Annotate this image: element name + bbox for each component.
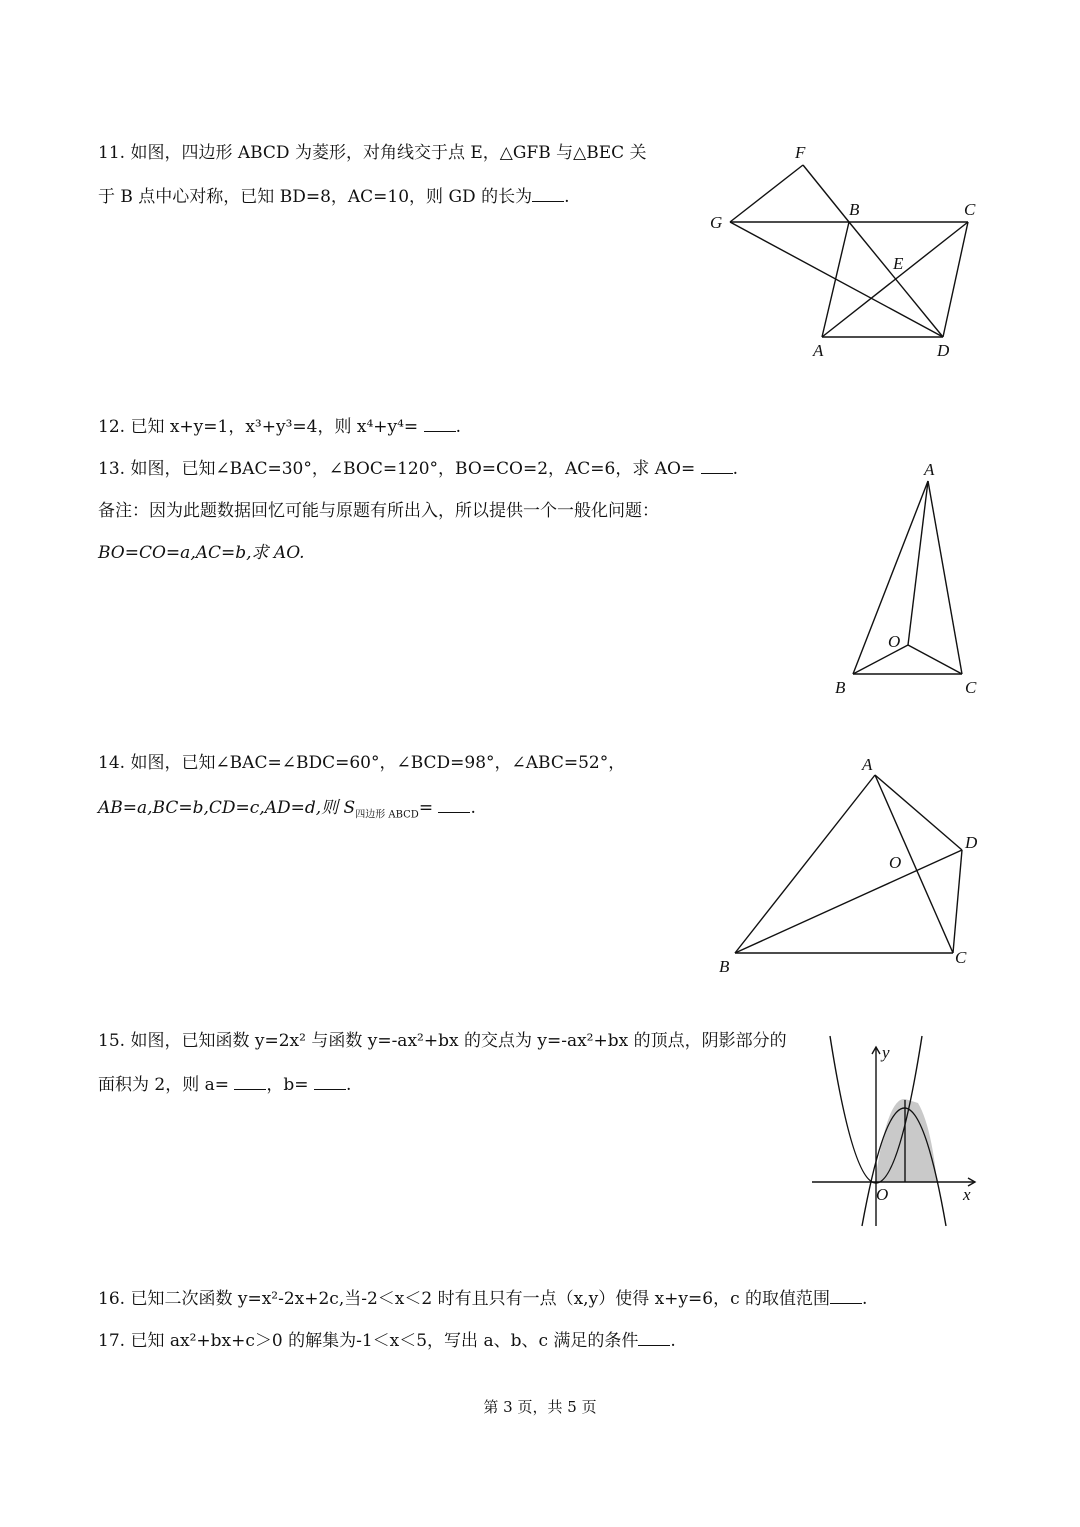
- q14-edge: [735, 850, 962, 953]
- q13-line1: 13. 如图，已知∠BAC=30°，∠BOC=120°，BO=CO=2，AC=6，求 AO= .: [98, 459, 739, 479]
- q13-line2: 备注：因为此题数据回忆可能与原题有所出入，所以提供一个一般化问题：: [98, 501, 659, 521]
- answer-blank-a: [234, 1075, 266, 1090]
- answer-blank-b: [314, 1075, 346, 1090]
- q11-label-A: A: [813, 341, 824, 360]
- q11-edge: [849, 222, 943, 337]
- answer-blank: [830, 1289, 862, 1304]
- q15-line1: 15. 如图，已知函数 y=2x² 与函数 y=-ax²+bx 的交点为 y=-ax²+bx 的顶点，阴影部分的: [98, 1031, 787, 1051]
- q14-label-B: B: [719, 957, 730, 976]
- q11-edge: [822, 222, 849, 337]
- q15-line2: 面积为 2，则 a= ，b= .: [98, 1075, 352, 1095]
- q12-line1: 12. 已知 x+y=1，x³+y³=4，则 x⁴+y⁴= .: [98, 417, 461, 437]
- q13-edge: [853, 481, 928, 674]
- q11-edge: [943, 222, 968, 337]
- q14-label-C: C: [955, 948, 967, 967]
- q15-shaded-area: [875, 1099, 937, 1182]
- q16-text: 16. 已知二次函数 y=x²-2x+2c,当-2＜x＜2 时有且只有一点（x,y）使得 x+y=6，c 的取值范围: [98, 1289, 831, 1309]
- q13-label-B: B: [835, 678, 846, 697]
- q11-edge: [730, 165, 803, 222]
- answer-blank: [638, 1331, 670, 1346]
- q14-edge: [875, 775, 962, 850]
- q13-line3: BO=CO=a,AC=b,求 AO.: [98, 543, 305, 563]
- q11-label-G: G: [710, 213, 723, 232]
- answer-blank: [424, 417, 456, 432]
- q11-label-D: D: [937, 341, 950, 360]
- q14-line1: 14. 如图，已知∠BAC=∠BDC=60°，∠BCD=98°，∠ABC=52°，: [98, 753, 626, 773]
- q16-line1: 16. 已知二次函数 y=x²-2x+2c,当-2＜x＜2 时有且只有一点（x,y）使得 x+y=6，c 的取值范围 .: [98, 1289, 868, 1309]
- q13-text: 13. 如图，已知∠BAC=30°，∠BOC=120°，BO=CO=2，AC=6，求 AO=: [98, 459, 696, 479]
- q14-edge: [735, 775, 875, 953]
- q13-edge: [853, 645, 908, 674]
- answer-blank: [701, 459, 733, 474]
- q11-label-F: F: [795, 143, 806, 162]
- q17-line1: 17. 已知 ax²+bx+c＞0 的解集为-1＜x＜5，写出 a、b、c 满足的条件 .: [98, 1331, 676, 1351]
- q15-label-O: O: [876, 1185, 889, 1204]
- q12-text: 12. 已知 x+y=1，x³+y³=4，则 x⁴+y⁴=: [98, 417, 419, 437]
- answer-blank: [438, 798, 470, 813]
- q17-text: 17. 已知 ax²+bx+c＞0 的解集为-1＜x＜5，写出 a、b、c 满足的条件: [98, 1331, 639, 1351]
- q11-line1: 11. 如图，四边形 ABCD 为菱形，对角线交于点 E，△GFB 与△BEC 关: [98, 143, 647, 163]
- q11-label-C: C: [964, 200, 976, 219]
- answer-blank: [532, 187, 564, 202]
- q11-edge: [822, 222, 968, 337]
- q11-line2: 于 B 点中心对称，已知 BD=8，AC=10，则 GD 的长为 .: [98, 187, 570, 207]
- q11-edge: [803, 165, 849, 222]
- page-footer: 第 3 页，共 5 页: [483, 1398, 597, 1416]
- q14-sub: 四边形 ABCD: [355, 809, 419, 821]
- q14-label-A: A: [862, 755, 873, 774]
- q15-b: ，b=: [266, 1075, 309, 1095]
- q13-edge: [908, 645, 962, 674]
- q15-x-arrow: [968, 1178, 975, 1186]
- q15-label-y: y: [882, 1043, 890, 1062]
- q11-label-E: E: [893, 254, 904, 273]
- q13-label-O: O: [888, 632, 901, 651]
- q14-edge: [953, 850, 962, 953]
- q14-text: AB=a,BC=b,CD=c,AD=d,则 S: [98, 798, 356, 818]
- q11-line2-text: 于 B 点中心对称，已知 BD=8，AC=10，则 GD 的长为: [98, 187, 533, 207]
- q15-label-x: x: [963, 1185, 971, 1204]
- q15-a: 面积为 2，则 a=: [98, 1075, 230, 1095]
- q13-label-C: C: [965, 678, 977, 697]
- q14-label-D: D: [965, 833, 978, 852]
- q14-edge: [875, 775, 953, 953]
- q14-line2: AB=a,BC=b,CD=c,AD=d,则 $S_{四边形 ABCD}=$ .: [98, 798, 476, 821]
- q15-y-arrow: [872, 1047, 880, 1054]
- q15-parabola-down: [862, 1108, 946, 1226]
- q13-label-A: A: [924, 460, 935, 479]
- q14-eq: =: [418, 798, 434, 818]
- q11-label-B: B: [849, 200, 860, 219]
- q14-label-O: O: [889, 853, 902, 872]
- q13-edge: [928, 481, 962, 674]
- q11-edge: [730, 222, 943, 337]
- q15-parabola-up: [830, 1036, 922, 1183]
- q13-edge: [908, 481, 928, 645]
